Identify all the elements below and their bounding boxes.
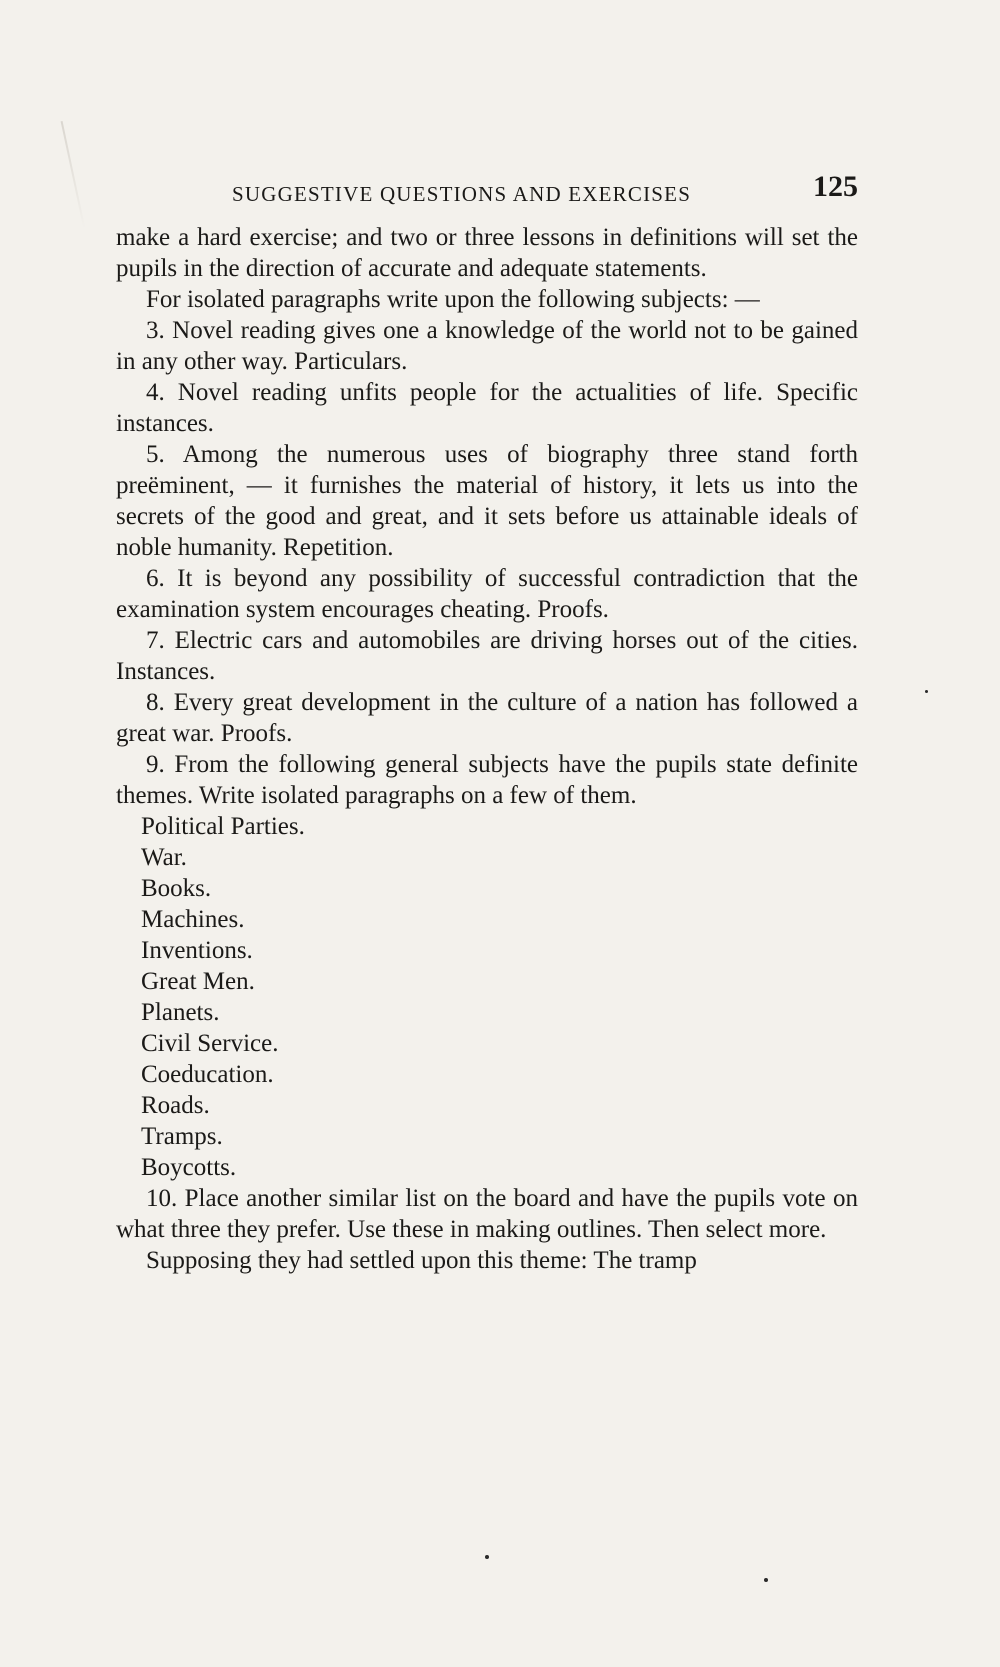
exercise-9: 9. From the following general subjects have the pupils state definite themes. Write isolated paragraphs on a few of them.	[116, 751, 858, 809]
spine-shadow	[61, 121, 86, 229]
running-title: SUGGESTIVE QUESTIONS AND EXERCISES	[232, 182, 692, 206]
ink-speck	[925, 690, 928, 693]
list-item: Coeducation.	[141, 1061, 274, 1088]
list-item: Machines.	[141, 906, 245, 933]
general-subjects-list	[116, 811, 858, 1183]
list-item: Great Men.	[141, 968, 255, 995]
exercise-7: 7. Electric cars and automobiles are driving horses out of the cities. Instances.	[116, 627, 858, 685]
exercise-8: 8. Every great development in the culture of a nation has followed a great war. Proofs.	[116, 689, 858, 747]
list-item: Inventions.	[141, 937, 253, 964]
exercise-10: 10. Place another similar list on the board and have the pupils vote on what three they prefer. Use these in making outlines. Then select more.	[116, 1185, 858, 1243]
exercise-4: 4. Novel reading unfits people for the actualities of life. Specific instances.	[116, 379, 858, 437]
exercise-3: 3. Novel reading gives one a knowledge of the world not to be gained in any other way. Particulars.	[116, 317, 858, 375]
list-item: Roads.	[141, 1092, 210, 1119]
book-page	[116, 170, 858, 1276]
paragraph-intro: For isolated paragraphs write upon the following subjects: —	[146, 286, 760, 313]
list-item: Political Parties.	[141, 813, 305, 840]
list-item: Books.	[141, 875, 212, 902]
list-item: Tramps.	[141, 1123, 223, 1150]
paragraph-final: Supposing they had settled upon this theme: The tramp	[146, 1247, 697, 1274]
ink-speck	[485, 1555, 489, 1559]
paragraph-continuation: make a hard exercise; and two or three lessons in definitions will set the pupils in the direction of accurate and adequate statements.	[116, 224, 858, 282]
running-head	[116, 170, 858, 214]
exercise-5: 5. Among the numerous uses of biography three stand forth preëminent, — it furnishes the material of history, it lets us into the secrets of the good and great, and it sets before us attainable ideals of noble humanity. Repetition.	[116, 441, 858, 561]
list-item: War.	[141, 844, 187, 871]
list-item: Planets.	[141, 999, 220, 1026]
page-number: 125	[813, 170, 858, 203]
exercise-6: 6. It is beyond any possibility of successful contradiction that the examination system encourages cheating. Proofs.	[116, 565, 858, 623]
list-item: Boycotts.	[141, 1154, 237, 1181]
list-item: Civil Service.	[141, 1030, 279, 1057]
ink-speck	[764, 1578, 768, 1582]
